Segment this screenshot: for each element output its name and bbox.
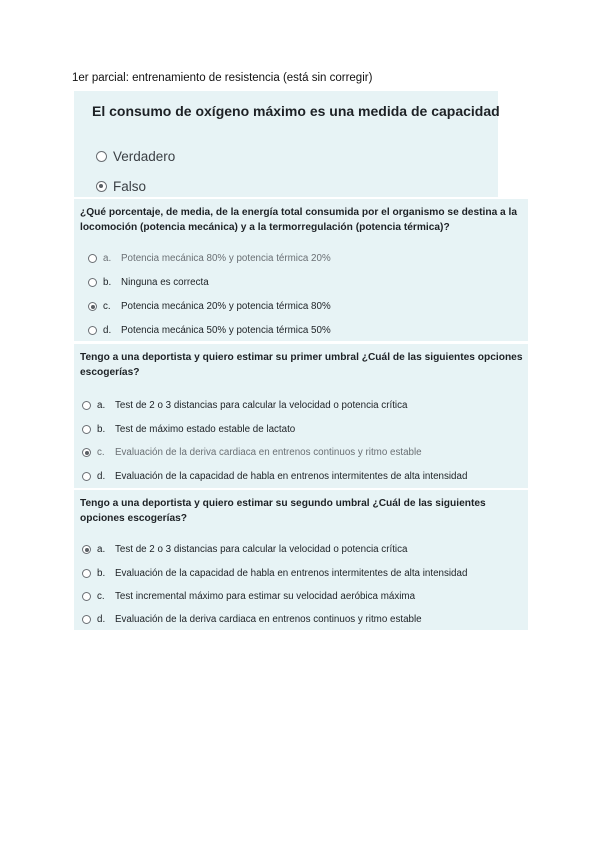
question-4-text: Tengo a una deportista y quiero estimar su segundo umbral ¿Cuál de las siguientes opciones escogerías?: [80, 498, 486, 524]
option-label: Potencia mecánica 80% y potencia térmica 20%: [121, 253, 331, 264]
option-label: Evaluación de la capacidad de habla en entrenos intermitentes de alta intensidad: [115, 568, 468, 579]
option-letter: c.: [97, 447, 105, 458]
q4-option-a[interactable]: [82, 544, 407, 555]
q3-option-c[interactable]: [82, 447, 422, 458]
question-3-box: [74, 344, 528, 488]
q4-option-d[interactable]: [82, 614, 422, 625]
radio-selected-icon[interactable]: [88, 302, 97, 311]
option-letter: b.: [97, 568, 106, 579]
radio-icon[interactable]: [82, 472, 91, 481]
option-letter: d.: [97, 614, 106, 625]
radio-selected-icon[interactable]: [96, 181, 107, 192]
q3-option-b[interactable]: [82, 424, 295, 435]
radio-icon[interactable]: [82, 592, 91, 601]
question-1-text: El consumo de oxígeno máximo es una medida de capacidad: [92, 103, 500, 119]
option-letter: a.: [97, 400, 106, 411]
radio-icon[interactable]: [88, 278, 97, 287]
option-label: Potencia mecánica 50% y potencia térmica 50%: [121, 325, 331, 336]
question-1-box: [74, 91, 498, 197]
option-letter: d.: [103, 325, 112, 336]
option-label: Evaluación de la capacidad de habla en entrenos intermitentes de alta intensidad: [115, 471, 468, 482]
option-letter: b.: [97, 424, 106, 435]
q2-option-a[interactable]: [88, 253, 331, 264]
radio-icon[interactable]: [88, 326, 97, 335]
option-label: Evaluación de la deriva cardiaca en entrenos continuos y ritmo estable: [115, 614, 422, 625]
q2-option-b[interactable]: [88, 277, 209, 288]
q3-option-d[interactable]: [82, 471, 467, 482]
option-label: Test incremental máximo para estimar su velocidad aeróbica máxima: [115, 591, 416, 602]
radio-icon[interactable]: [82, 569, 91, 578]
option-letter: b.: [103, 277, 112, 288]
q1-option-verdadero[interactable]: [96, 149, 175, 164]
option-letter: c.: [103, 301, 111, 312]
radio-icon[interactable]: [88, 254, 97, 263]
option-letter: d.: [97, 471, 106, 482]
radio-icon[interactable]: [82, 615, 91, 624]
q2-option-d[interactable]: [88, 325, 331, 336]
q4-option-c[interactable]: [82, 591, 415, 602]
option-label: Evaluación de la deriva cardiaca en entrenos continuos y ritmo estable: [115, 447, 422, 458]
q4-option-b[interactable]: [82, 568, 467, 579]
option-label: Test de máximo estado estable de lactato: [115, 424, 296, 435]
q2-option-c[interactable]: [88, 301, 331, 312]
radio-icon[interactable]: [96, 151, 107, 162]
option-label: Potencia mecánica 20% y potencia térmica 80%: [121, 301, 331, 312]
option-label: Ninguna es correcta: [121, 277, 209, 288]
q1-option-falso[interactable]: [96, 179, 146, 194]
q1-option-label: Verdadero: [113, 149, 176, 164]
question-2-text: ¿Qué porcentaje, de media, de la energía total consumida por el organismo se destina a la locomoción (potencia mecánica) y a la termorregulación (potencia térmica)?: [80, 207, 518, 233]
radio-selected-icon[interactable]: [82, 448, 91, 457]
page-heading: 1er parcial: entrenamiento de resistencia (está sin corregir): [72, 72, 373, 84]
question-2-box: [74, 199, 528, 341]
q1-option-label: Falso: [113, 179, 147, 194]
option-label: Test de 2 o 3 distancias para calcular la velocidad o potencia crítica: [115, 544, 408, 555]
option-letter: c.: [97, 591, 105, 602]
option-label: Test de 2 o 3 distancias para calcular la velocidad o potencia crítica: [115, 400, 408, 411]
radio-icon[interactable]: [82, 425, 91, 434]
option-letter: a.: [97, 544, 106, 555]
option-letter: a.: [103, 253, 112, 264]
question-4-box: [74, 490, 528, 630]
radio-selected-icon[interactable]: [82, 545, 91, 554]
q3-option-a[interactable]: [82, 400, 407, 411]
question-3-text: Tengo a una deportista y quiero estimar su primer umbral ¿Cuál de las siguientes opciones escogerías?: [80, 352, 523, 378]
radio-icon[interactable]: [82, 401, 91, 410]
